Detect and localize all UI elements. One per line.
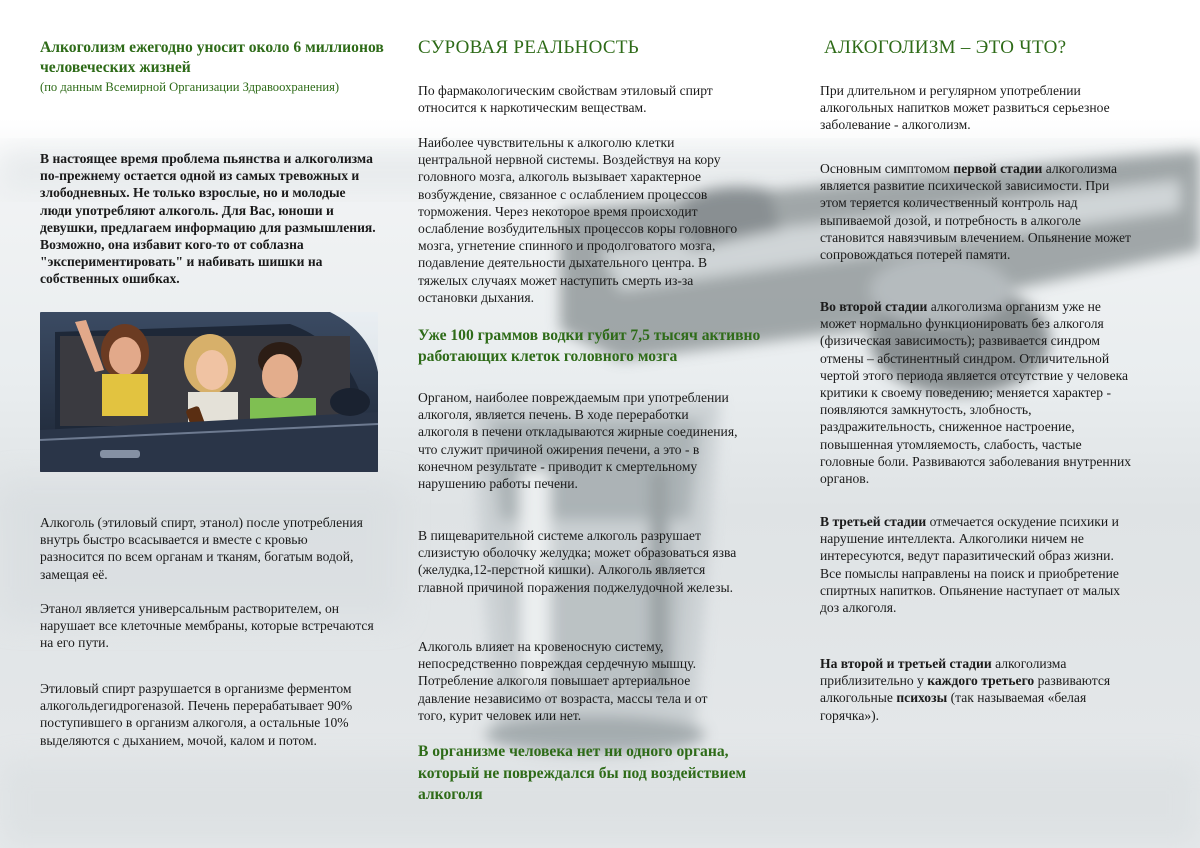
first-stage-text-1: Основным симптомом bbox=[820, 161, 954, 176]
section-heading-what-is-alcoholism: АЛКОГОЛИЗМ – ЭТО ЧТО? bbox=[824, 37, 1067, 58]
headline: Алкоголизм ежегодно уносит около 6 миллионов человеческих жизней bbox=[40, 39, 384, 76]
paragraph-definition: При длительном и регулярном употреблении алкогольных напитков может развиться серьезное заболевание - алкоголизм. bbox=[820, 83, 1110, 133]
paragraph-ethanol-solvent: Этанол является универсальным растворителем, он нарушает все клеточные мембраны, которые встречаются на его пути. bbox=[40, 601, 374, 651]
paragraph-second-stage bbox=[820, 298, 1138, 487]
paragraph-third-stage bbox=[820, 513, 1138, 616]
first-stage-text-2: алкоголизма является развитие психической зависимости. При этом теряется количественный контроль над выпиваемой дозой, и потребность в алкоголе становится навязчивым влечением. Опьянение может сопровождаться потерей памяти. bbox=[820, 161, 1131, 263]
psychoses-text-2: развиваются алкогольные bbox=[820, 673, 1111, 706]
first-stage-emphasis: первой стадии bbox=[953, 161, 1043, 176]
paragraph-circulatory-system: Алкоголь влияет на кровеносную систему, непосредственно повреждая сердечную мышцу. Потребление алкоголя повышает артериальное давление независимо от возраста, массы тела и от того, курит человек или нет. bbox=[418, 639, 708, 723]
paragraph-nervous-system: Наиболее чувствительны к алкоголю клетки центральной нервной системы. Воздействуя на кору головного мозга, алкоголь вызывает характерное возбуждение, связанное с ослаблением процессов торможения. Через некоторое время происходит ослабление возбудительных процессов коры головного мозга, угнетение спинного и продолговатого мозга, подавление деятельности дыхательного центра. В тяжелых случаях может наступить смерть из-за остановки дыхания. bbox=[418, 135, 738, 305]
paragraph-liver: Органом, наиболее повреждаемым при употреблении алкоголя, является печень. В ходе переработки алкоголя в печени откладываются жирные соединения, что служит причиной ожирения печени, а это - в конечном результате - приводит к смертельному нарушению работы печени. bbox=[418, 390, 738, 492]
paragraph-pharmacology: По фармакологическим свойствам этиловый спирт относится к наркотическим веществам. bbox=[418, 83, 713, 116]
psychoses-text-3: (так называемая «белая горячка»). bbox=[820, 690, 1087, 723]
photo-young-people-in-car bbox=[40, 312, 378, 472]
callout-brain-cells: Уже 100 граммов водки губит 7,5 тысяч активно работающих клеток головного мозга bbox=[418, 327, 761, 365]
third-stage-emphasis: В третьей стадии bbox=[820, 514, 927, 529]
psychoses-emphasis-3: психозы bbox=[896, 690, 948, 706]
psychoses-emphasis-2: каждого третьего bbox=[927, 673, 1035, 689]
paragraph-ethanol-absorption: Алкоголь (этиловый спирт, этанол) после употребления внутрь быстро всасывается и вместе с кровью разносится по всем органам и тканям, богатым водой, замещая её. bbox=[40, 515, 363, 582]
paragraph-digestive-system: В пищеварительной системе алкоголь разрушает слизистую оболочку желудка; может образоваться язва (желудка,12-перстной кишки). Алкоголь является главной причиной поражения поджелудочной железы. bbox=[418, 528, 737, 595]
paragraph-ethanol-metabolism: Этиловый спирт разрушается в организме ферментом алкогольдегидрогеназой. Печень перерабатывает 90% поступившего в организм алкоголя, а остальные 10% выделяются с дыханием, мочой, калом и потом. bbox=[40, 681, 353, 748]
paragraph-psychoses bbox=[820, 655, 1138, 724]
intro-paragraph: В настоящее время проблема пьянства и алкоголизма по-прежнему остается одной из самых тревожных и злободневных. Не только взрослые, но и молодые люди употребляют алкоголь. Для Вас, юноши и девушки, предлагаем информацию для размышления. Возможно, она избавит кого-то от соблазна "экспериментировать" и набивать шишки на собственных ошибках. bbox=[40, 151, 376, 287]
paragraph-first-stage bbox=[820, 160, 1138, 263]
callout-organ-damage: В организме человека нет ни одного органа, который не повреждался бы под воздействием алкоголя bbox=[418, 743, 747, 803]
psychoses-text-1: алкоголизма приблизительно у bbox=[820, 656, 1067, 689]
psychoses-emphasis-1: На второй и третьей стадии bbox=[820, 656, 992, 671]
second-stage-text: алкоголизма организм уже не может нормально функционировать без алкоголя (физическая зависимость); развивается синдром отмены – абстинентный синдром. Отличительной чертой этого периода является отсутствие у человека критики к своему поведению; меняется характер - появляются замкнутость, злобность, раздражительность, сниженное настроение, повышенная утомляемость, слабость, частые головные боли. Развиваются заболевания внутренних органов. bbox=[820, 299, 1132, 487]
third-stage-text: отмечается оскудение психики и нарушение интеллекта. Алкоголики ничем не интересуются, ведут паразитический образ жизни. Все помыслы направлены на поиск и приобретение спиртных напитков. Опьянение наступает от малых доз алкоголя. bbox=[820, 514, 1121, 616]
headline-source: (по данным Всемирной Организации Здравоохранения) bbox=[40, 80, 340, 94]
second-stage-emphasis: Во второй стадии bbox=[820, 299, 928, 314]
section-heading-harsh-reality: СУРОВАЯ РЕАЛЬНОСТЬ bbox=[418, 37, 639, 58]
